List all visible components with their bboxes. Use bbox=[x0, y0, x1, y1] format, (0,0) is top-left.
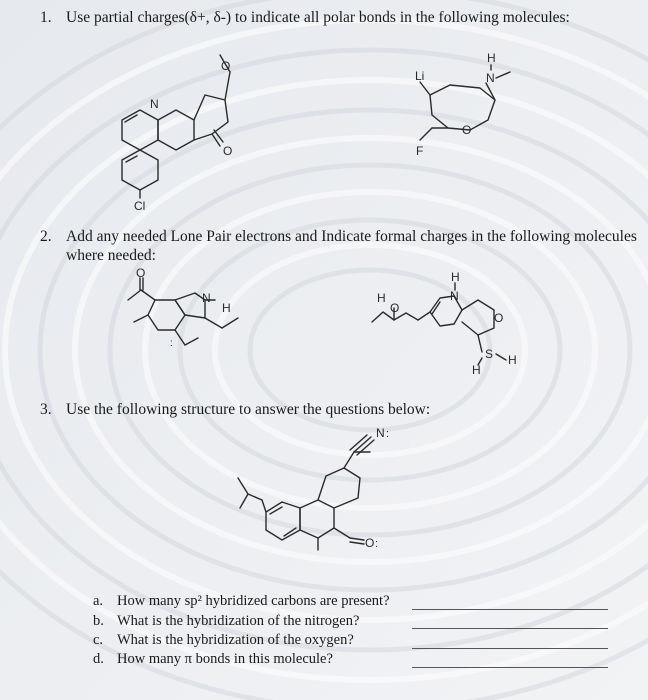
m5-ring-c bbox=[318, 468, 360, 508]
subquestion-d-text: How many π bonds in this molecule? bbox=[117, 651, 333, 667]
m1-atom-o-top: O bbox=[221, 59, 231, 73]
m5-atom-o: O bbox=[365, 536, 375, 550]
m1-atom-cl: Cl bbox=[134, 199, 146, 213]
subquestion-b-text: What is the hybridization of the nitrogen? bbox=[117, 613, 360, 629]
m3-atom-h: H bbox=[222, 301, 231, 315]
m4-atom-h-s1: H bbox=[472, 363, 481, 377]
m3-ring-right bbox=[175, 293, 205, 318]
m3-lone-pair: : bbox=[170, 338, 173, 349]
m5-isopropyl bbox=[238, 478, 248, 508]
question-3-number: 3. bbox=[40, 401, 52, 418]
m2-atom-li: Li bbox=[415, 69, 425, 83]
m5-ring-a bbox=[266, 502, 300, 540]
m3-atom-o: O bbox=[136, 266, 146, 280]
m1-ring-c bbox=[122, 150, 158, 190]
question-2-text-line1: Add any needed Lone Pair electrons and Indicate formal charges in the following molecules bbox=[66, 228, 637, 245]
m1-atom-o-right: O bbox=[223, 144, 233, 158]
m2-atom-f: F bbox=[416, 144, 424, 158]
question-2-text-line2: where needed: bbox=[66, 247, 156, 264]
m5-n-lone-pair: : bbox=[386, 428, 390, 440]
m4-ring-right bbox=[462, 300, 494, 335]
m4-atom-o-ring: O bbox=[494, 311, 504, 325]
m2-atom-h-top: H bbox=[487, 51, 496, 65]
question-1-number: 1. bbox=[40, 9, 52, 26]
m3-atom-n: N bbox=[202, 291, 211, 305]
molecule-5 bbox=[238, 435, 374, 550]
m1-ring-d bbox=[194, 95, 228, 134]
subquestion-d-letter: d. bbox=[93, 651, 104, 667]
m5-ring-b bbox=[300, 500, 334, 538]
subquestion-a-letter: a. bbox=[93, 593, 104, 609]
question-1-text: Use partial charges(δ+, δ-) to indicate all polar bonds in the following molecules: bbox=[66, 9, 570, 26]
m1-ring-a bbox=[122, 110, 158, 150]
m4-atom-n: N bbox=[450, 289, 459, 303]
m2-atom-o-ring: O bbox=[462, 123, 472, 137]
subquestion-b-letter: b. bbox=[93, 613, 104, 629]
m1-atom-n: N bbox=[150, 97, 159, 111]
question-3-text: Use the following structure to answer the questions below: bbox=[66, 401, 431, 418]
question-2-number: 2. bbox=[40, 228, 52, 245]
m4-atom-h-s2: H bbox=[508, 353, 517, 367]
m3-ring-left bbox=[148, 300, 185, 330]
m4-atom-h-left: H bbox=[377, 291, 386, 305]
m4-atom-s: S bbox=[485, 347, 494, 361]
m5-o-lone-pair: : bbox=[375, 538, 379, 550]
m5-atom-n: N bbox=[376, 426, 385, 440]
molecule-1 bbox=[122, 55, 233, 198]
m4-atom-h-top: H bbox=[451, 270, 460, 284]
subquestion-c-letter: c. bbox=[93, 632, 104, 648]
m4-atom-o-chain: O bbox=[390, 301, 400, 315]
subquestion-c-text: What is the hybridization of the oxygen? bbox=[117, 632, 354, 648]
subquestion-a-text: How many sp² hybridized carbons are present? bbox=[117, 593, 390, 609]
m2-atom-n: N bbox=[486, 71, 495, 85]
m1-ring-b bbox=[158, 110, 194, 150]
